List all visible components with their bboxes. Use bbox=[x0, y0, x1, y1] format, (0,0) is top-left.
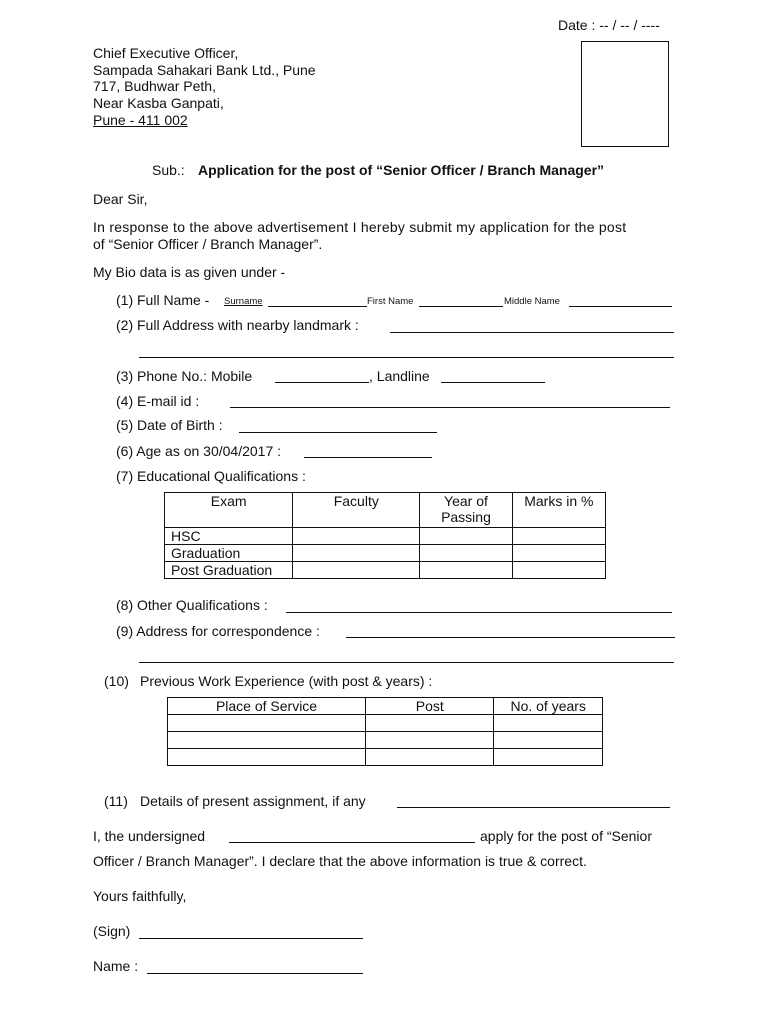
table-row bbox=[168, 749, 603, 766]
age-blank[interactable] bbox=[304, 457, 432, 458]
biodata-intro: My Bio data is as given under - bbox=[93, 264, 286, 280]
table-cell[interactable] bbox=[168, 715, 366, 732]
table-cell[interactable] bbox=[512, 562, 605, 579]
full-address-blank-2[interactable] bbox=[139, 357, 674, 358]
landline-blank[interactable] bbox=[441, 382, 545, 383]
table-cell[interactable] bbox=[494, 715, 603, 732]
date-line: Date : -- / -- / ---- bbox=[558, 17, 660, 33]
table-cell[interactable] bbox=[494, 749, 603, 766]
declaration-part-2: apply for the post of “Senior bbox=[480, 828, 652, 844]
work-header-post: Post bbox=[366, 698, 494, 715]
declaration-part-1: I, the undersigned bbox=[93, 828, 206, 844]
table-row bbox=[168, 732, 603, 749]
subject-prefix: Sub.: bbox=[152, 162, 185, 178]
sign-blank[interactable] bbox=[139, 938, 363, 939]
table-cell[interactable] bbox=[494, 732, 603, 749]
name-blank[interactable] bbox=[147, 973, 363, 974]
edu-row-post-graduation: Post Graduation bbox=[165, 562, 293, 579]
table-cell[interactable] bbox=[512, 545, 605, 562]
first-name-label: First Name bbox=[367, 296, 414, 307]
sign-label: (Sign) bbox=[93, 923, 131, 939]
present-assignment-blank[interactable] bbox=[397, 807, 670, 808]
table-cell[interactable] bbox=[512, 528, 605, 545]
email-blank[interactable] bbox=[230, 407, 670, 408]
middle-name-blank[interactable] bbox=[569, 306, 672, 307]
full-name-label: (1) Full Name - bbox=[116, 292, 210, 308]
edu-row-graduation: Graduation bbox=[165, 545, 293, 562]
work-experience-table bbox=[167, 697, 603, 766]
addressee-line-3: 717, Budhwar Peth, bbox=[93, 78, 216, 94]
table-cell[interactable] bbox=[293, 562, 420, 579]
age-label: (6) Age as on 30/04/2017 : bbox=[116, 443, 282, 459]
correspondence-address-label: (9) Address for correspondence : bbox=[116, 623, 320, 639]
table-cell[interactable] bbox=[366, 715, 494, 732]
addressee-line-1: Chief Executive Officer, bbox=[93, 45, 239, 61]
photo-box bbox=[581, 41, 669, 147]
intro-line-1: In response to the above advertisement I hereby submit my application for the post bbox=[93, 219, 627, 235]
middle-name-label: Middle Name bbox=[504, 296, 560, 307]
education-table bbox=[164, 492, 606, 579]
other-qualifications-blank[interactable] bbox=[286, 612, 672, 613]
table-cell[interactable] bbox=[366, 749, 494, 766]
correspondence-address-blank-2[interactable] bbox=[139, 662, 674, 663]
table-cell[interactable] bbox=[420, 562, 512, 579]
table-row bbox=[165, 545, 606, 562]
email-label: (4) E-mail id : bbox=[116, 393, 200, 409]
full-address-blank[interactable] bbox=[390, 332, 674, 333]
edu-header-year: Year of Passing bbox=[420, 493, 512, 528]
edu-row-hsc: HSC bbox=[165, 528, 293, 545]
table-row bbox=[165, 562, 606, 579]
table-row bbox=[168, 715, 603, 732]
salutation: Dear Sir, bbox=[93, 191, 148, 207]
edu-header-marks: Marks in % bbox=[512, 493, 605, 528]
addressee-line-5: Pune - 411 002 bbox=[93, 112, 188, 128]
surname-blank[interactable] bbox=[268, 306, 367, 307]
work-header-years: No. of years bbox=[494, 698, 603, 715]
dob-label: (5) Date of Birth : bbox=[116, 417, 223, 433]
present-assignment-label: Details of present assignment, if any bbox=[140, 793, 366, 809]
table-cell[interactable] bbox=[293, 528, 420, 545]
present-assignment-number: (11) bbox=[104, 793, 128, 809]
undersigned-name-blank[interactable] bbox=[229, 842, 475, 843]
addressee-line-4: Near Kasba Ganpati, bbox=[93, 95, 224, 111]
full-address-label: (2) Full Address with nearby landmark : bbox=[116, 317, 359, 333]
work-header-place: Place of Service bbox=[168, 698, 366, 715]
edu-header-faculty: Faculty bbox=[293, 493, 420, 528]
declaration-line-2: Officer / Branch Manager”. I declare that the above information is true & correct. bbox=[93, 853, 587, 869]
closing: Yours faithfully, bbox=[93, 888, 187, 904]
table-cell[interactable] bbox=[420, 545, 512, 562]
table-cell[interactable] bbox=[420, 528, 512, 545]
table-cell[interactable] bbox=[366, 732, 494, 749]
correspondence-address-blank[interactable] bbox=[346, 637, 675, 638]
intro-line-2: of “Senior Officer / Branch Manager”. bbox=[93, 236, 323, 252]
addressee-line-2: Sampada Sahakari Bank Ltd., Pune bbox=[93, 62, 316, 78]
name-label: Name : bbox=[93, 958, 139, 974]
mobile-blank[interactable] bbox=[275, 382, 369, 383]
dob-blank[interactable] bbox=[239, 432, 437, 433]
first-name-blank[interactable] bbox=[419, 306, 503, 307]
landline-label: , Landline bbox=[369, 368, 430, 384]
table-row bbox=[165, 528, 606, 545]
phone-label: (3) Phone No.: Mobile bbox=[116, 368, 253, 384]
education-label: (7) Educational Qualifications : bbox=[116, 468, 306, 484]
surname-label: Surname bbox=[224, 296, 263, 307]
subject-text: Application for the post of “Senior Officer / Branch Manager” bbox=[198, 162, 605, 178]
other-qualifications-label: (8) Other Qualifications : bbox=[116, 597, 268, 613]
table-cell[interactable] bbox=[168, 732, 366, 749]
work-experience-number: (10) bbox=[104, 673, 129, 689]
edu-header-exam: Exam bbox=[165, 493, 293, 528]
work-experience-label: Previous Work Experience (with post & years) : bbox=[140, 673, 433, 689]
table-cell[interactable] bbox=[168, 749, 366, 766]
table-cell[interactable] bbox=[293, 545, 420, 562]
